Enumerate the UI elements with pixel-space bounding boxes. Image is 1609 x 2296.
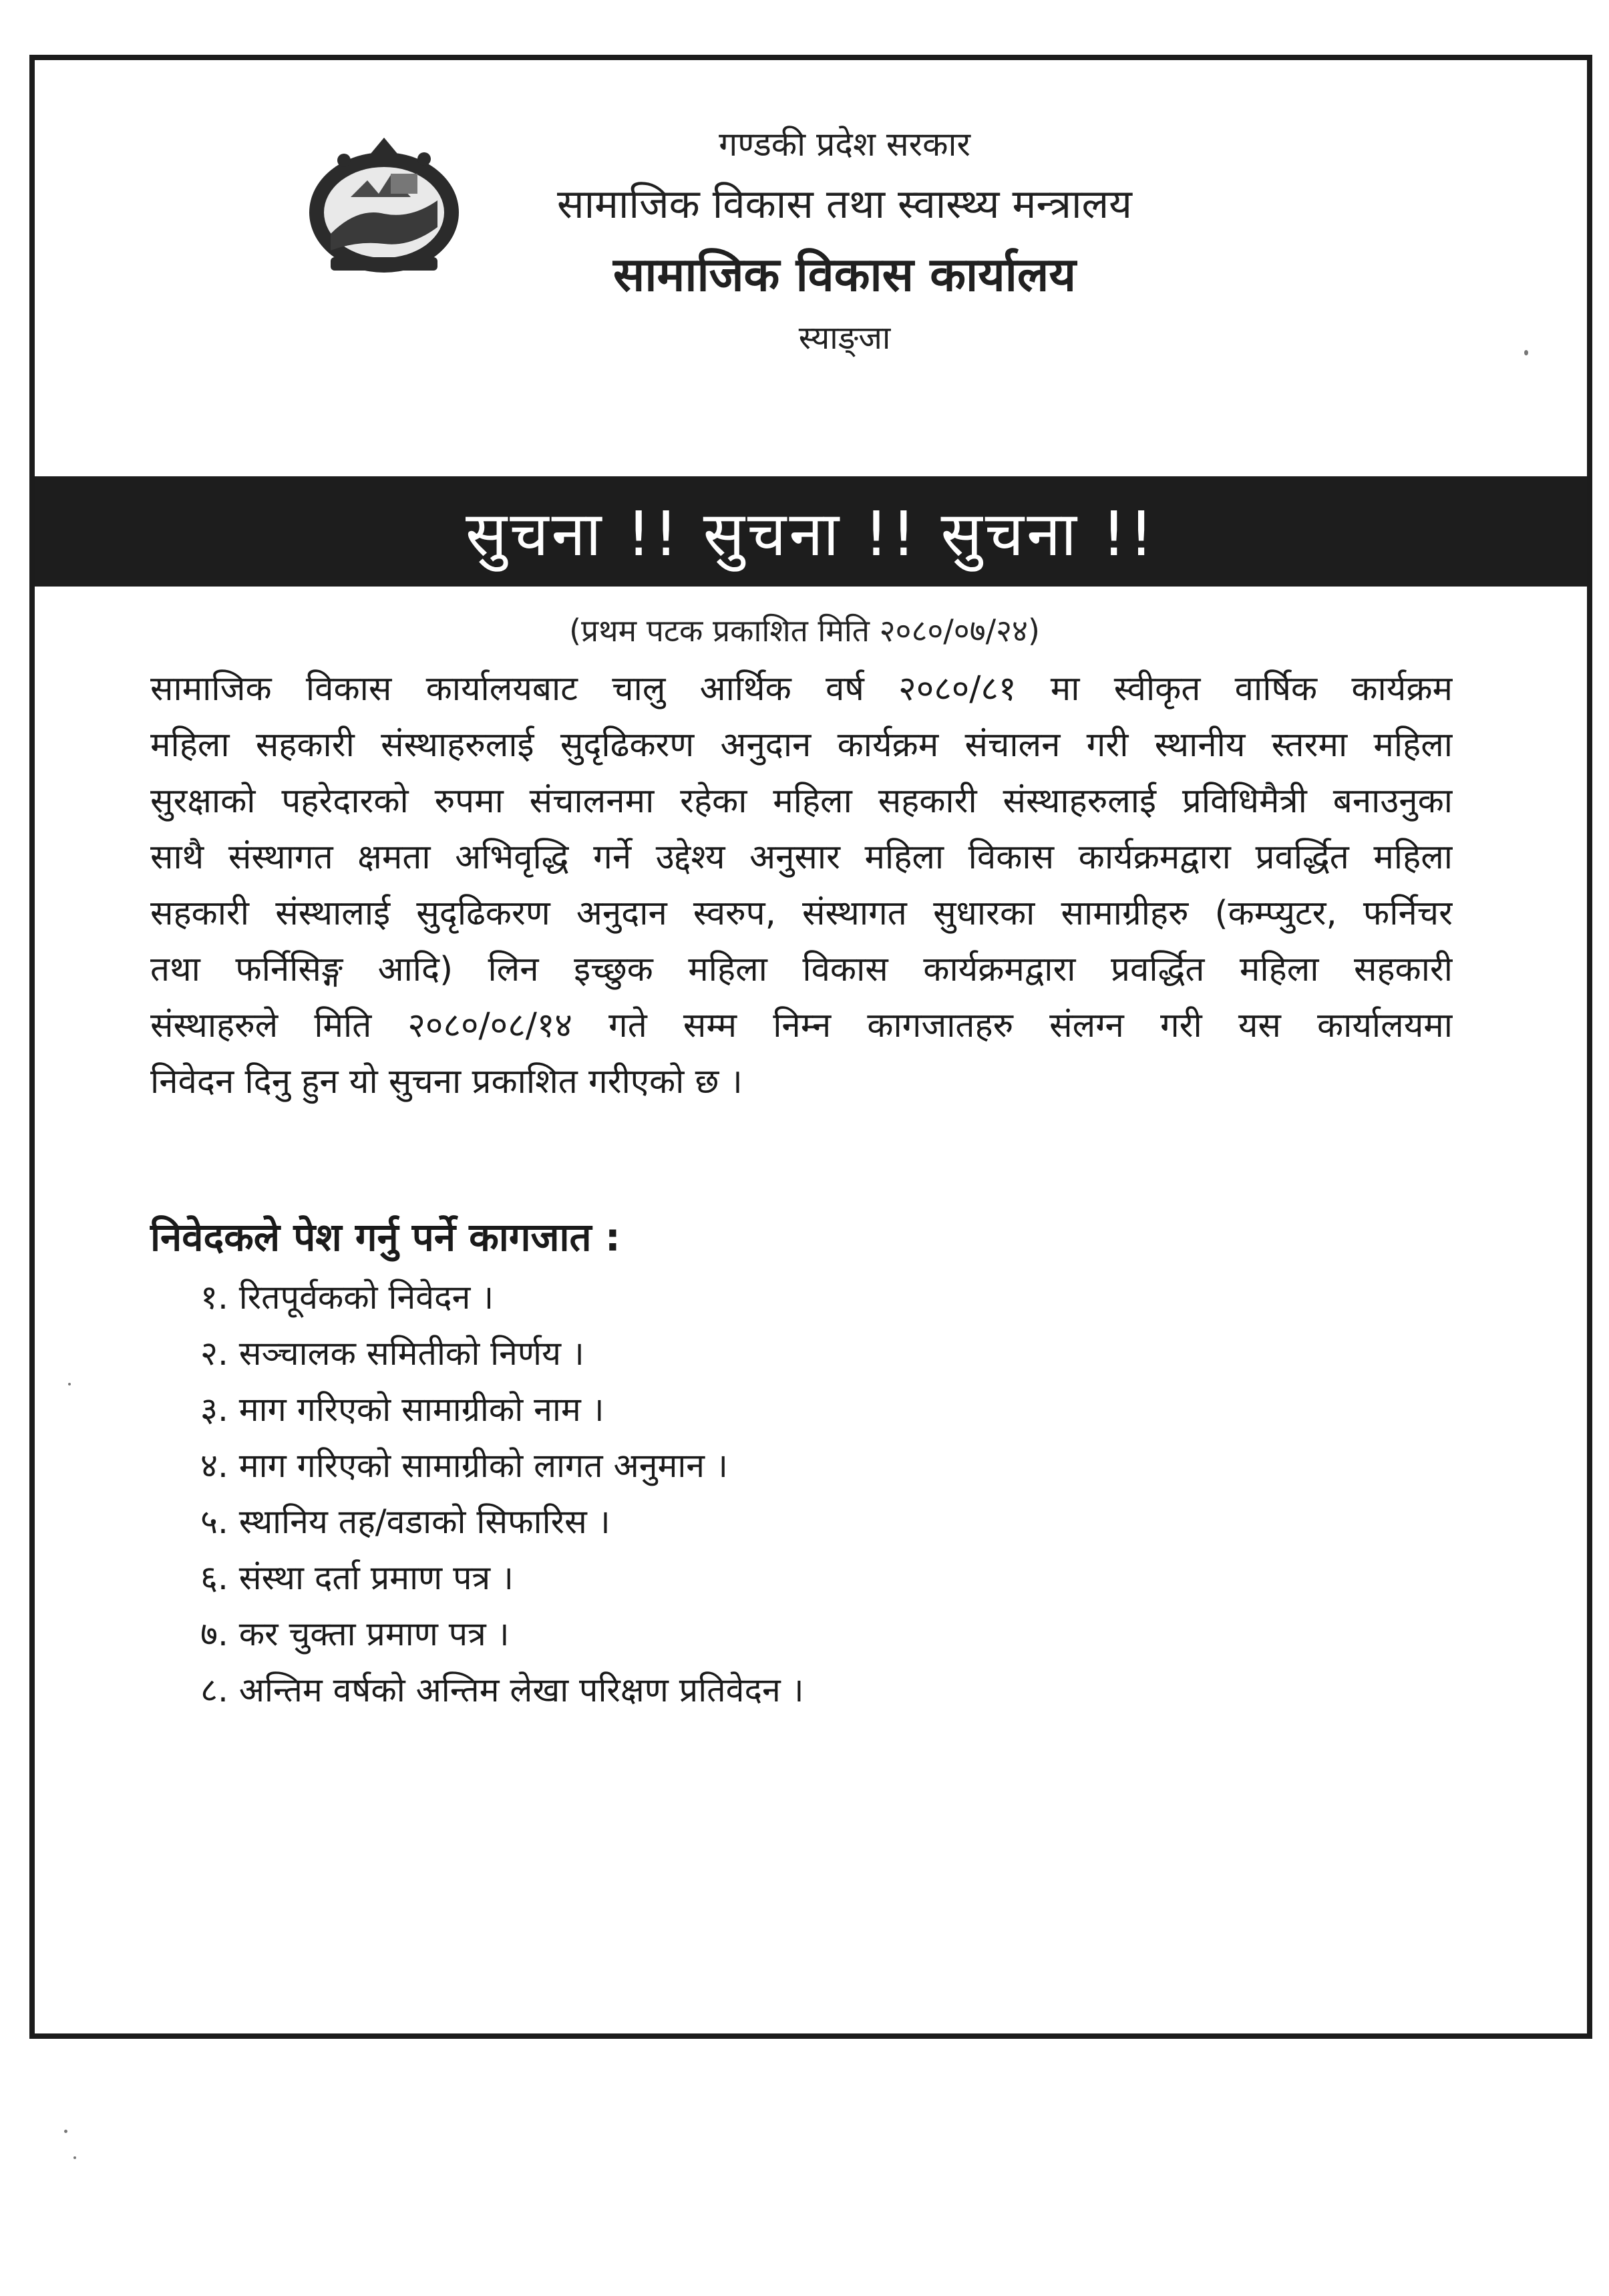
scan-speck — [73, 2156, 76, 2159]
scan-speck — [64, 2130, 67, 2133]
ministry-name: सामाजिक विकास तथा स्वास्थ्य मन्त्रालय — [557, 181, 1132, 228]
required-documents-heading: निवेदकले पेश गर्नु पर्ने कागजात : — [150, 1214, 620, 1260]
province-name: गण्डकी प्रदेश सरकार — [719, 125, 970, 164]
scan-speck — [68, 1383, 71, 1385]
notice-body-line: निवेदन दिनु हुन यो सुचना प्रकाशित गरीएको छ । — [150, 1062, 743, 1102]
list-item: ३. माग गरिएको सामाग्रीको नाम । — [200, 1390, 604, 1429]
district-name: स्याङ्जा — [798, 319, 891, 357]
office-name: सामाजिक विकास कार्यालय — [613, 247, 1076, 302]
published-date: (प्रथम पटक प्रकाशित मिति २०८०/०७/२४) — [569, 613, 1040, 649]
notice-banner-title: सुचना !! सुचना !! सुचना !! — [465, 498, 1156, 570]
list-item: २. सञ्चालक समितीको निर्णय । — [200, 1334, 584, 1373]
required-documents-list — [200, 1269, 804, 1718]
list-item: ८. अन्तिम वर्षको अन्तिम लेखा परिक्षण प्रतिवेदन । — [200, 1671, 804, 1709]
notice-body-line: सामाजिक विकास कार्यालयबाट चालु आर्थिक वर्ष २०८०/८१ मा स्वीकृत वार्षिक कार्यक्रम — [150, 669, 1453, 709]
notice-body-line: साथै संस्थागत क्षमता अभिवृद्धि गर्ने उद्देश्य अनुसार महिला विकास कार्यक्रमद्वारा प्रवर्द्धित महिला — [150, 838, 1453, 877]
list-item: ४. माग गरिएको सामाग्रीको लागत अनुमान । — [200, 1446, 728, 1485]
notice-banner — [35, 476, 1587, 587]
list-item: ५. स्थानिय तह/वडाको सिफारिस । — [200, 1502, 610, 1541]
list-item: ६. संस्था दर्ता प्रमाण पत्र । — [200, 1559, 514, 1597]
notice-body-line: सहकारी संस्थालाई सुदृढिकरण अनुदान स्वरुप, संस्थागत सुधारका सामाग्रीहरु (कम्प्युटर, फर्निचर — [150, 894, 1453, 933]
notice-body-line: संस्थाहरुले मिति २०८०/०८/१४ गते सम्म निम्न कागजातहरु संलग्न गरी यस कार्यालयमा — [150, 1006, 1453, 1045]
list-item: ७. कर चुक्ता प्रमाण पत्र । — [200, 1615, 510, 1653]
notice-body-line: तथा फर्निसिङ्ग आदि) लिन इच्छुक महिला विकास कार्यक्रमद्वारा प्रवर्द्धित महिला सहकारी — [150, 950, 1453, 989]
list-item: १. रितपूर्वकको निवेदन । — [200, 1278, 494, 1317]
notice-body — [150, 661, 1453, 1110]
notice-body-line: सुरक्षाको पहरेदारको रुपमा संचालनमा रहेका महिला सहकारी संस्थाहरुलाई प्रविधिमैत्री बनाउनुका — [150, 782, 1453, 821]
notice-body-line: महिला सहकारी संस्थाहरुलाई सुदृढिकरण अनुदान कार्यक्रम संचालन गरी स्थानीय स्तरमा महिला — [150, 725, 1453, 765]
scan-speck — [1524, 350, 1528, 355]
